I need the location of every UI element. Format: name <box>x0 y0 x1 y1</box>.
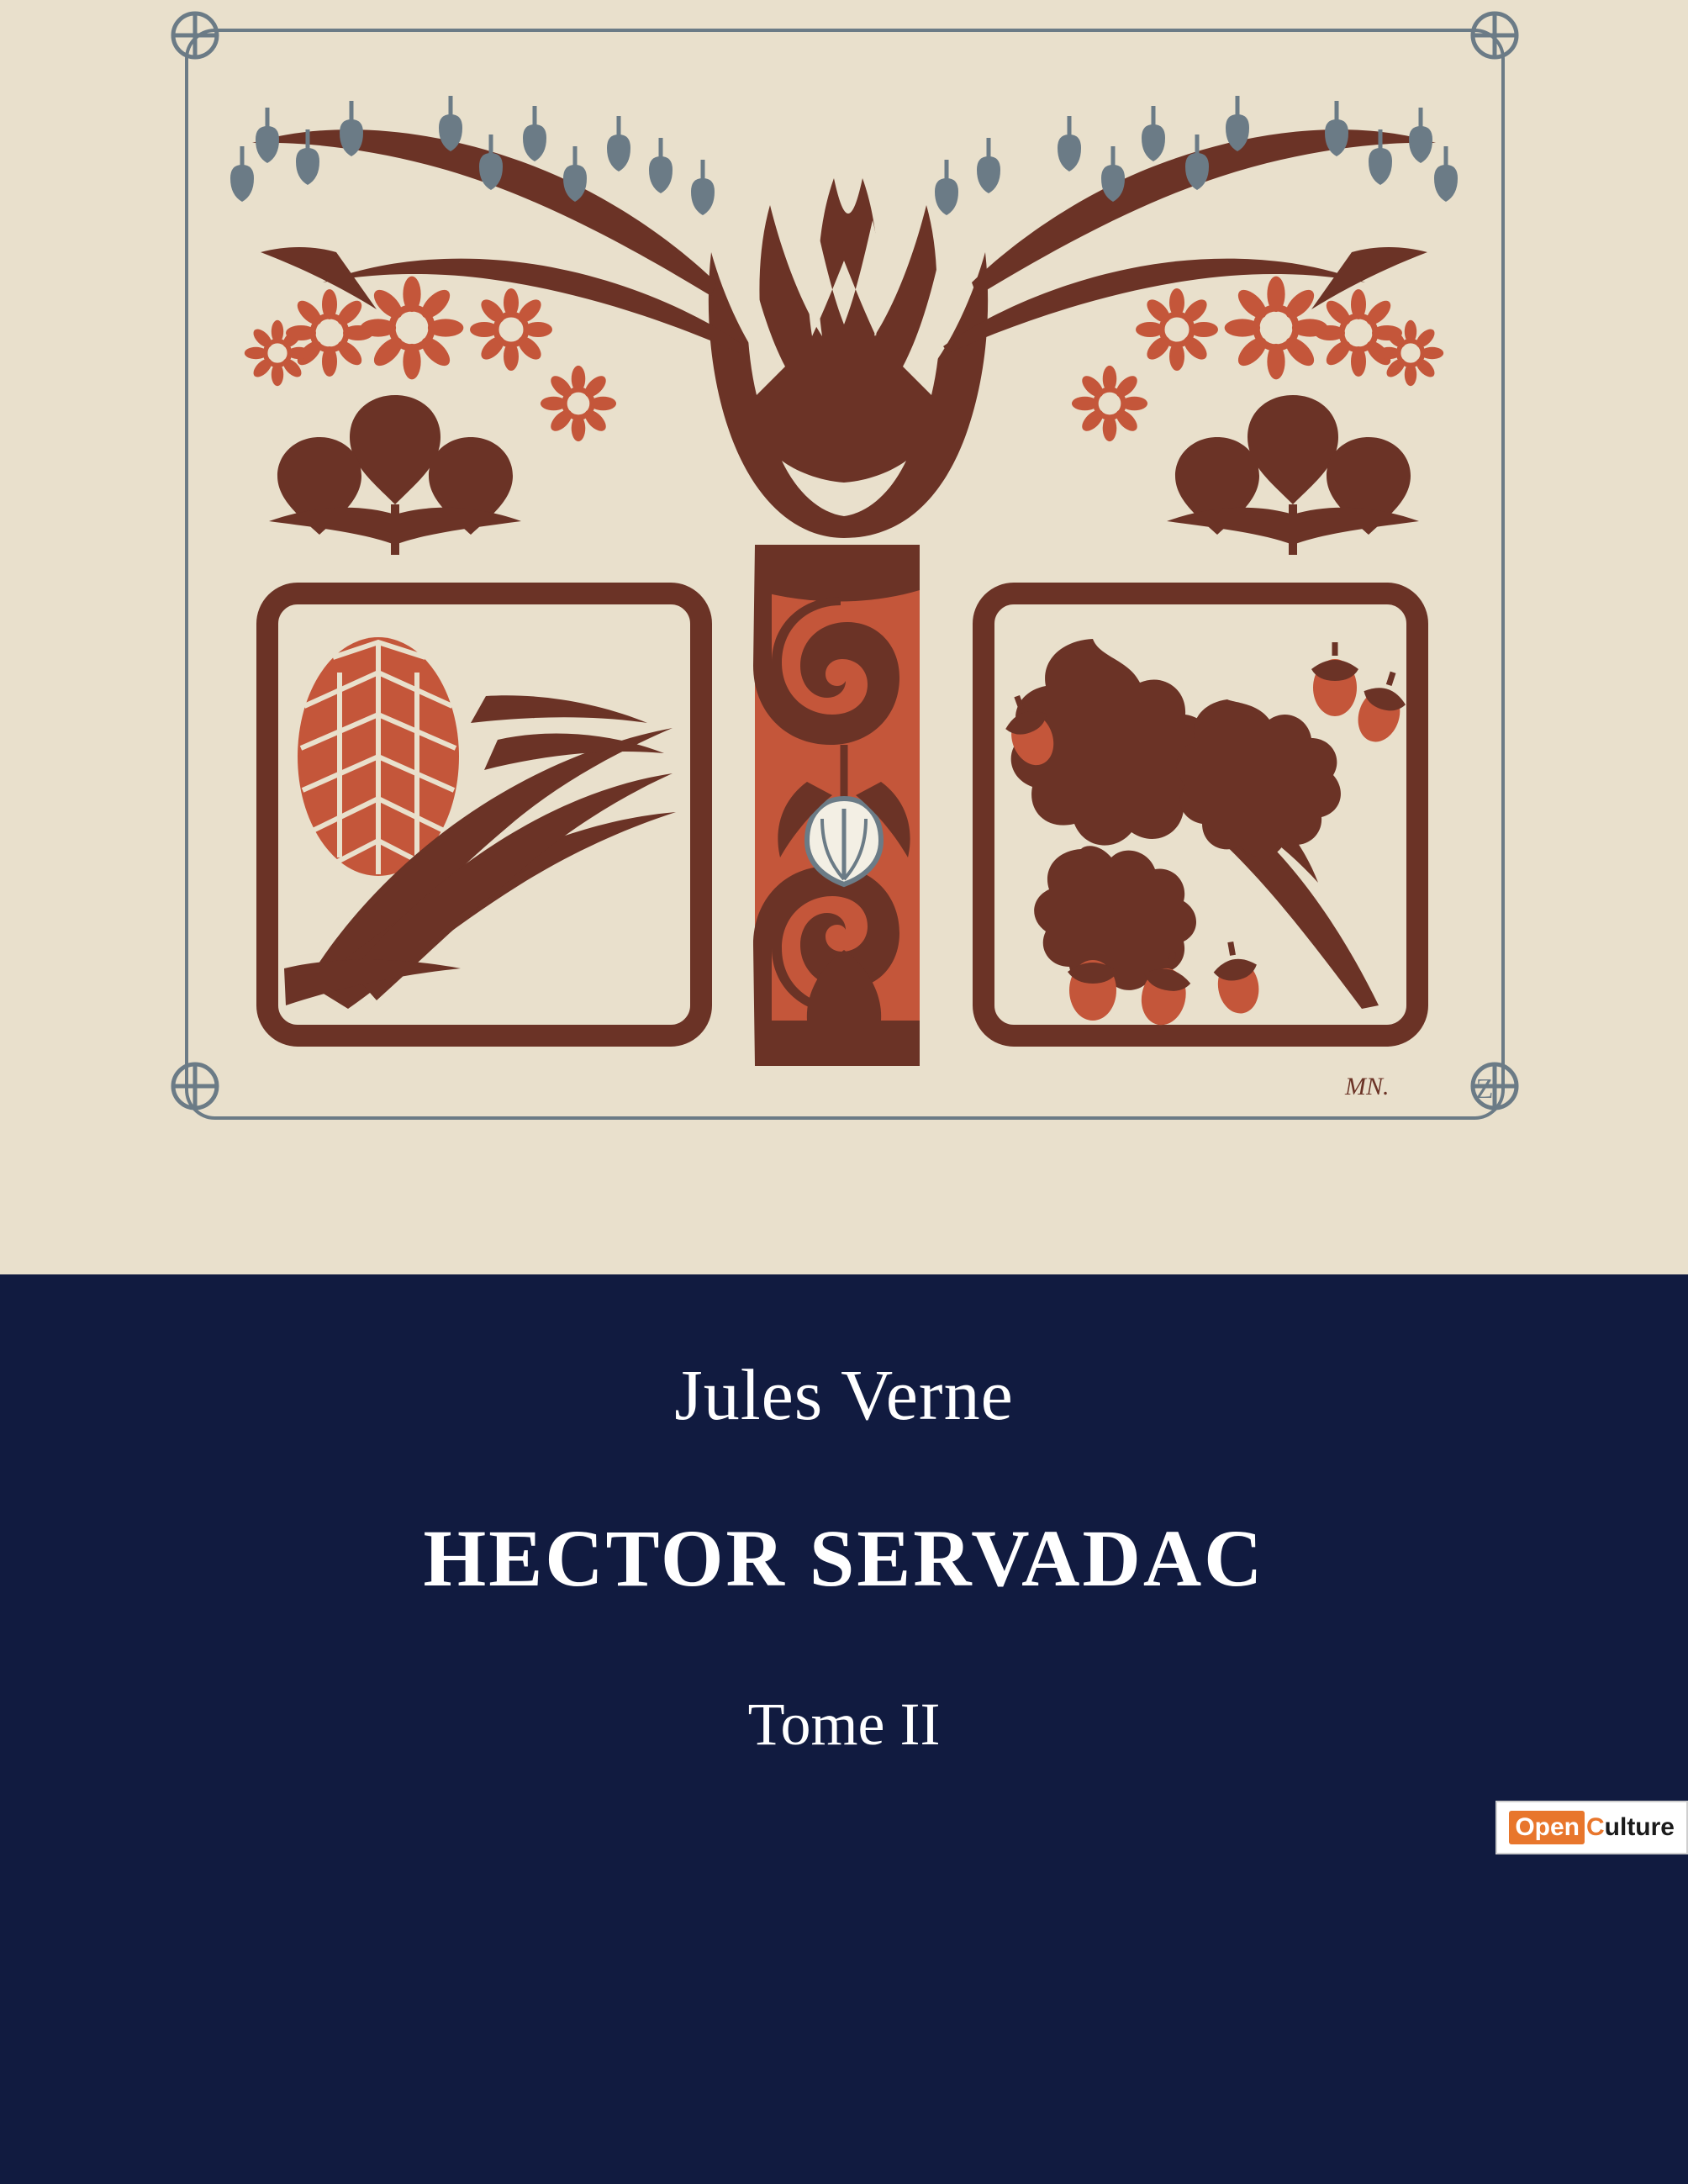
openculture-badge[interactable] <box>1495 1801 1688 1854</box>
corner-monogram: Z <box>1475 1074 1494 1105</box>
volume-subtitle: Tome II <box>747 1691 941 1759</box>
cover-text-panel <box>0 1274 1688 2184</box>
book-title: HECTOR SERVADAC <box>423 1512 1265 1603</box>
openculture-badge-c: C <box>1585 1813 1605 1841</box>
openculture-badge-open: Open <box>1509 1811 1585 1844</box>
author-name: Jules Verne <box>674 1354 1014 1435</box>
artist-signature: MN. <box>1345 1073 1390 1100</box>
openculture-badge-ulture: ulture <box>1604 1813 1675 1841</box>
